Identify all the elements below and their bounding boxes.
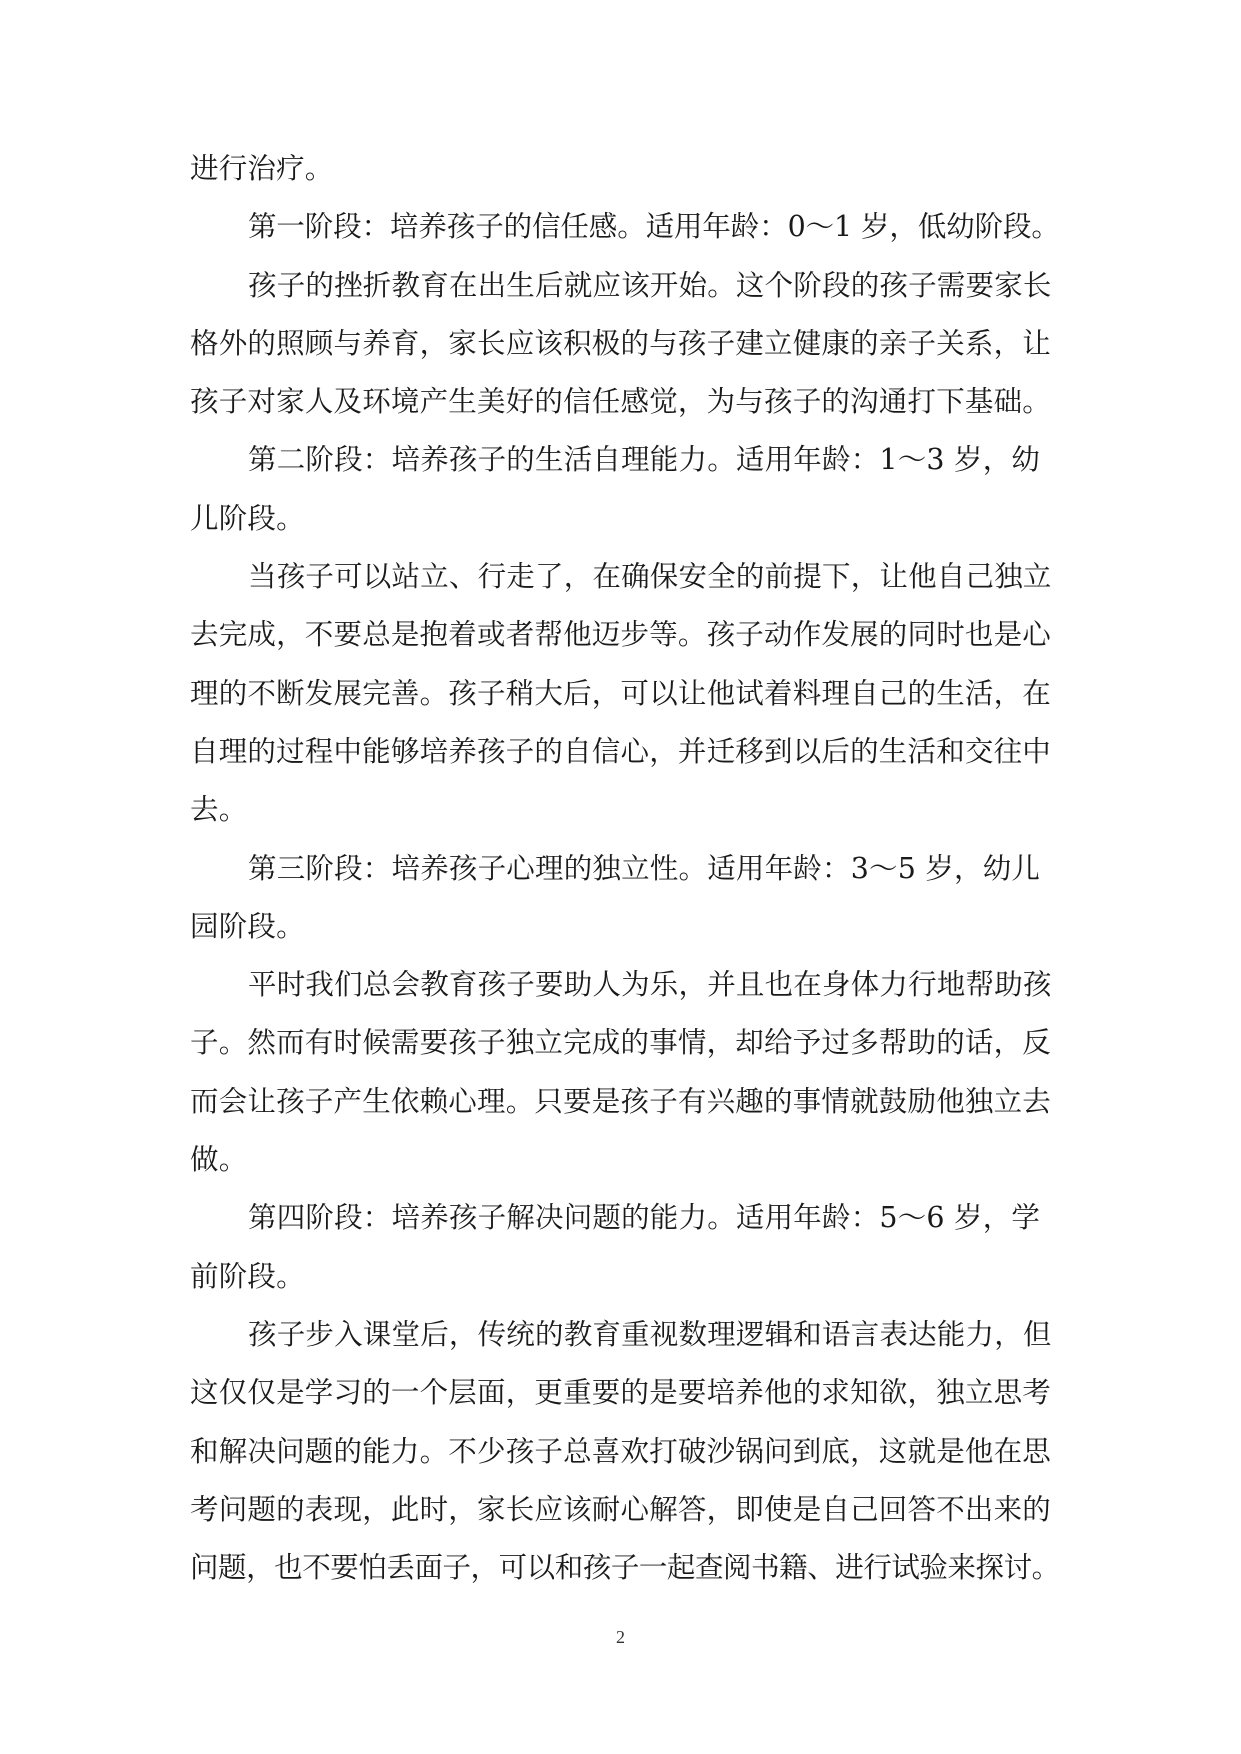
text-line: 进行治疗。 [190, 152, 334, 185]
text-line: 自理的过程中能够培养孩子的自信心，并迁移到以后的生活和交往中 [190, 734, 1052, 768]
text-line: 去。 [190, 793, 248, 827]
text-line: 做。 [190, 1143, 248, 1177]
text-line: 子。然而有时候需要孩子独立完成的事情，却给予过多帮助的话，反 [190, 1026, 1052, 1060]
text-line: 园阶段。 [190, 909, 305, 943]
text-line: 问题，也不要怕丢面子，可以和孩子一起查阅书籍、进行试验来探讨。 [190, 1551, 1060, 1585]
text-line: 孩子的挫折教育在出生后就应该开始。这个阶段的孩子需要家长 [248, 268, 1052, 302]
text-line: 儿阶段。 [190, 501, 305, 535]
text-line: 理的不断发展完善。孩子稍大后，可以让他试着料理自己的生活，在 [190, 676, 1052, 710]
page-number: 2 [616, 1627, 625, 1647]
text-line: 孩子对家人及环境产生美好的信任感觉，为与孩子的沟通打下基础。 [190, 385, 1052, 419]
text-line: 格外的照顾与养育，家长应该积极的与孩子建立健康的亲子关系，让 [190, 326, 1052, 360]
text-line: 当孩子可以站立、行走了，在确保安全的前提下，让他自己独立 [248, 560, 1052, 594]
text-line: 第三阶段：培养孩子心理的独立性。适用年龄：3～5 岁，幼儿 [248, 851, 1041, 885]
text-line: 这仅仅是学习的一个层面，更重要的是要培养他的求知欲，独立思考 [190, 1376, 1052, 1410]
text-line: 和解决问题的能力。不少孩子总喜欢打破沙锅问到底，这就是他在思 [190, 1434, 1052, 1468]
text-line: 第一阶段：培养孩子的信任感。适用年龄：0～1 岁，低幼阶段。 [248, 210, 1060, 244]
body-text [190, 140, 1060, 1597]
text-line: 第四阶段：培养孩子解决问题的能力。适用年龄：5～6 岁，学 [248, 1201, 1041, 1235]
text-line: 而会让孩子产生依赖心理。只要是孩子有兴趣的事情就鼓励他独立去 [190, 1084, 1052, 1118]
text-line: 第二阶段：培养孩子的生活自理能力。适用年龄：1～3 岁，幼 [248, 443, 1041, 477]
text-line: 平时我们总会教育孩子要助人为乐，并且也在身体力行地帮助孩 [248, 968, 1052, 1002]
text-line: 前阶段。 [190, 1259, 305, 1293]
text-line: 孩子步入课堂后，传统的教育重视数理逻辑和语言表达能力，但 [248, 1317, 1052, 1351]
text-line: 考问题的表现，此时，家长应该耐心解答，即使是自己回答不出来的 [190, 1492, 1052, 1526]
text-line: 去完成，不要总是抱着或者帮他迈步等。孩子动作发展的同时也是心 [190, 618, 1052, 652]
